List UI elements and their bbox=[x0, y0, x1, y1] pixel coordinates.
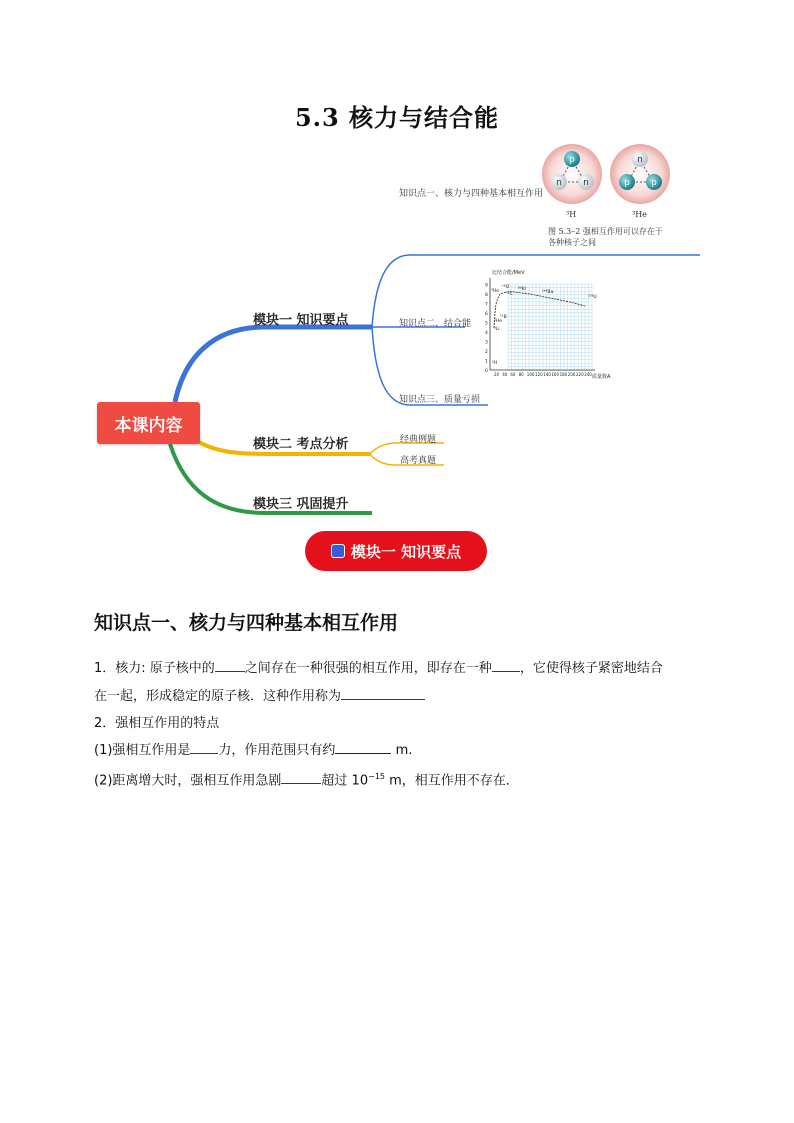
graph-xtick: 80 bbox=[518, 372, 524, 377]
content-line-1: 1．核力: 原子核中的 之间存在一种很强的相互作用，即存在一种 ，它使得核子紧密地结合 bbox=[94, 661, 663, 676]
graph-xtick: 40 bbox=[502, 372, 508, 377]
page-title: 5.3 核力与结合能 bbox=[294, 103, 500, 132]
elem-he4: ⁴He bbox=[491, 289, 499, 294]
branch-module-3: 模块三 巩固提升 bbox=[253, 497, 349, 512]
graph-xtick: 180 bbox=[559, 372, 568, 377]
module-icon bbox=[331, 544, 345, 558]
branch-module-2: 模块二 考点分析 bbox=[253, 437, 349, 452]
graph-ytick: 9 bbox=[485, 283, 488, 289]
elem-c12: ¹²C bbox=[506, 292, 513, 297]
h3-particle-1: p bbox=[569, 155, 575, 165]
graph-ytick: 7 bbox=[485, 302, 488, 308]
elem-u238: ²³⁸U bbox=[588, 295, 597, 300]
he3-particle-2: p bbox=[624, 178, 630, 188]
binding-energy-graph bbox=[480, 268, 620, 380]
he3-particle-1: n bbox=[637, 155, 643, 165]
blank-6[interactable] bbox=[281, 771, 321, 784]
graph-xtick: 20 bbox=[494, 372, 500, 377]
blank-5[interactable] bbox=[335, 741, 391, 754]
graph-xtick: 240 bbox=[584, 372, 592, 377]
module-one-pill bbox=[305, 531, 487, 571]
he3-label: ³He bbox=[632, 210, 647, 219]
topic-2: 知识点二、结合能 bbox=[399, 319, 472, 329]
elem-kr89: ⁸⁹Kr bbox=[518, 287, 527, 292]
elem-h2: ²H bbox=[492, 361, 498, 366]
graph-grid bbox=[508, 284, 592, 370]
elem-he3: ³He bbox=[494, 319, 502, 324]
elem-o16: ¹⁶O bbox=[502, 285, 510, 290]
graph-xtick: 140 bbox=[543, 372, 551, 377]
graph-xtick: 220 bbox=[576, 372, 584, 377]
graph-ytick: 0 bbox=[485, 369, 488, 374]
he3-particle-3: p bbox=[651, 178, 657, 188]
nucleus-illustration bbox=[540, 142, 675, 212]
graph-ytick: 8 bbox=[485, 293, 488, 298]
graph-xtick: 200 bbox=[567, 372, 576, 377]
blank-4[interactable] bbox=[190, 741, 218, 754]
h3-particle-3: n bbox=[583, 178, 589, 188]
mindmap-root: 本课内容 bbox=[97, 402, 200, 444]
graph-ytick: 5 bbox=[485, 321, 488, 327]
sub-classic-examples: 经典例题 bbox=[400, 435, 437, 445]
graph-ytick: 1 bbox=[485, 359, 488, 365]
elem-b11: ¹¹B bbox=[500, 315, 507, 320]
content-line-2: 在一起，形成稳定的原子核．这种作用称为 bbox=[94, 687, 425, 706]
elem-ba144: ¹⁴⁴Ba bbox=[542, 290, 554, 295]
module-pill-label: 模块一 知识要点 bbox=[350, 542, 462, 561]
graph-xtick: 100 bbox=[526, 372, 535, 377]
graph-ytick: 6 bbox=[485, 312, 488, 317]
topic-1: 知识点一、核力与四种基本相互作用 bbox=[399, 189, 544, 199]
h3-label: ³H bbox=[566, 210, 577, 219]
graph-xtick: 120 bbox=[535, 372, 543, 377]
blank-2[interactable] bbox=[492, 659, 520, 672]
content-line-5: (2)距离增大时，强相互作用急剧 超过 $10^{-15}$ m，相互作用不存在． bbox=[94, 772, 519, 789]
graph-ylabel: 比结合能/MeV bbox=[492, 270, 525, 276]
blank-3[interactable] bbox=[341, 687, 425, 700]
graph-ytick: 2 bbox=[485, 350, 488, 355]
topic-3: 知识点三、质量亏损 bbox=[399, 395, 481, 405]
figure-caption-line1: 图 5.3–2 强相互作用可以存在于 bbox=[548, 227, 663, 236]
sub-exam-questions: 高考真题 bbox=[400, 456, 437, 466]
content-line-4: (1)强相互作用是 力，作用范围只有约 m. bbox=[94, 743, 413, 758]
section-heading: 知识点一、核力与四种基本相互作用 bbox=[94, 612, 399, 634]
graph-xtick: 60 bbox=[510, 372, 516, 377]
elem-li6: ⁶Li bbox=[494, 327, 500, 332]
graph-xtick: 160 bbox=[551, 372, 560, 377]
h3-particle-2: n bbox=[556, 178, 562, 188]
blank-1[interactable] bbox=[215, 659, 245, 672]
graph-ytick: 3 bbox=[485, 340, 488, 346]
content-line-3: 2．强相互作用的特点 bbox=[94, 716, 220, 731]
graph-xlabel: 质量数A bbox=[592, 374, 611, 380]
figure-caption-line2: 各种核子之间 bbox=[548, 238, 596, 247]
branch-module-1: 模块一 知识要点 bbox=[253, 313, 349, 328]
graph-ytick: 4 bbox=[485, 331, 488, 336]
